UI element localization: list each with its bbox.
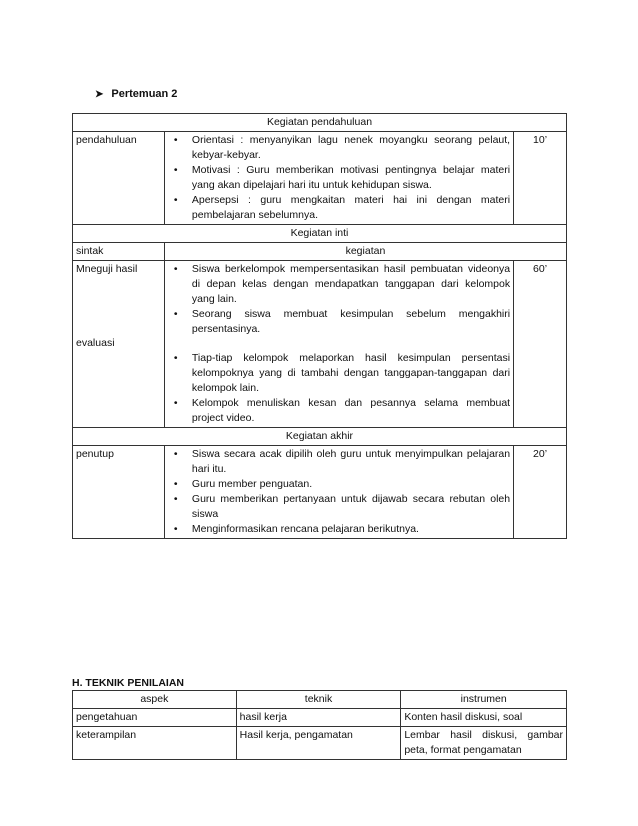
header-kegiatan: kegiatan (164, 243, 566, 261)
pendahuluan-duration: 10’ (514, 132, 567, 225)
header-instrumen: instrumen (401, 691, 567, 709)
list-item: • Siswa secara acak dipilih oleh guru untuk menyimpulkan pelajaran hari itu. (168, 447, 510, 477)
table-row (73, 727, 567, 760)
penutup-activities (164, 446, 513, 539)
pendahuluan-activities (164, 132, 513, 225)
list-item: • Guru memberikan pertanyaan untuk dijawab secara rebutan oleh siswa (168, 492, 510, 522)
list-item: • Kelompok menuliskan kesan dan pesannya selama membuat project video. (168, 396, 510, 426)
label-menguji-hasil: Mneguji hasil (76, 263, 138, 275)
label-penutup: penutup (73, 446, 165, 539)
header-sintak: sintak (73, 243, 165, 261)
list-item: • Siswa berkelompok mempersentasikan hasil pembuatan videonya di depan kelas dengan mendapatkan tanggapan dari kelompok yang lain. (168, 262, 510, 307)
penutup-duration: 20’ (514, 446, 567, 539)
header-teknik: teknik (236, 691, 401, 709)
label-pendahuluan: pendahuluan (73, 132, 165, 225)
cell-instrumen: Konten hasil diskusi, soal (401, 709, 567, 727)
label-evaluasi: evaluasi (76, 337, 115, 349)
list-item: • Guru member penguatan. (168, 477, 510, 492)
activity-table (72, 113, 567, 539)
cell-teknik: Hasil kerja, pengamatan (236, 727, 401, 760)
list-item: • Motivasi : Guru memberikan motivasi pentingnya belajar materi yang akan dipelajari hari itu untuk kehidupan siswa. (168, 163, 510, 193)
list-item: • Menginformasikan rencana pelajaran berikutnya. (168, 522, 510, 537)
list-item: • Seorang siswa membuat kesimpulan sebelum mengakhiri persentasinya. (168, 307, 510, 337)
section-inti: Kegiatan inti (73, 225, 567, 243)
arrow-bullet-icon: ➤ (95, 88, 104, 100)
cell-aspek: keterampilan (73, 727, 237, 760)
meeting-title: Pertemuan 2 (111, 88, 178, 100)
assessment-table (72, 690, 567, 760)
section-akhir: Kegiatan akhir (73, 428, 567, 446)
cell-aspek: pengetahuan (73, 709, 237, 727)
list-item: • Tiap-tiap kelompok melaporkan hasil kesimpulan persentasi kelompoknya yang di tambahi dengan tanggapan-tanggapan dari kelompok lain. (168, 351, 510, 396)
inti-duration: 60’ (514, 261, 567, 428)
list-item: • Apersepsi : guru mengkaitan materi hai ini dengan materi pembelajaran sebelumnya. (168, 193, 510, 223)
list-item: • Orientasi : menyanyikan lagu nenek moyangku seorang pelaut, kebyar-kebyar. (168, 133, 510, 163)
cell-instrumen: Lembar hasil diskusi, gambar peta, format pengamatan (401, 727, 567, 760)
inti-labels (73, 261, 165, 428)
header-aspek: aspek (73, 691, 237, 709)
inti-activities (164, 261, 513, 428)
cell-teknik: hasil kerja (236, 709, 401, 727)
section-h-title: H. TEKNIK PENILAIAN (72, 677, 185, 689)
meeting-heading (95, 88, 177, 100)
table-row (73, 709, 567, 727)
section-pendahuluan: Kegiatan pendahuluan (73, 114, 567, 132)
